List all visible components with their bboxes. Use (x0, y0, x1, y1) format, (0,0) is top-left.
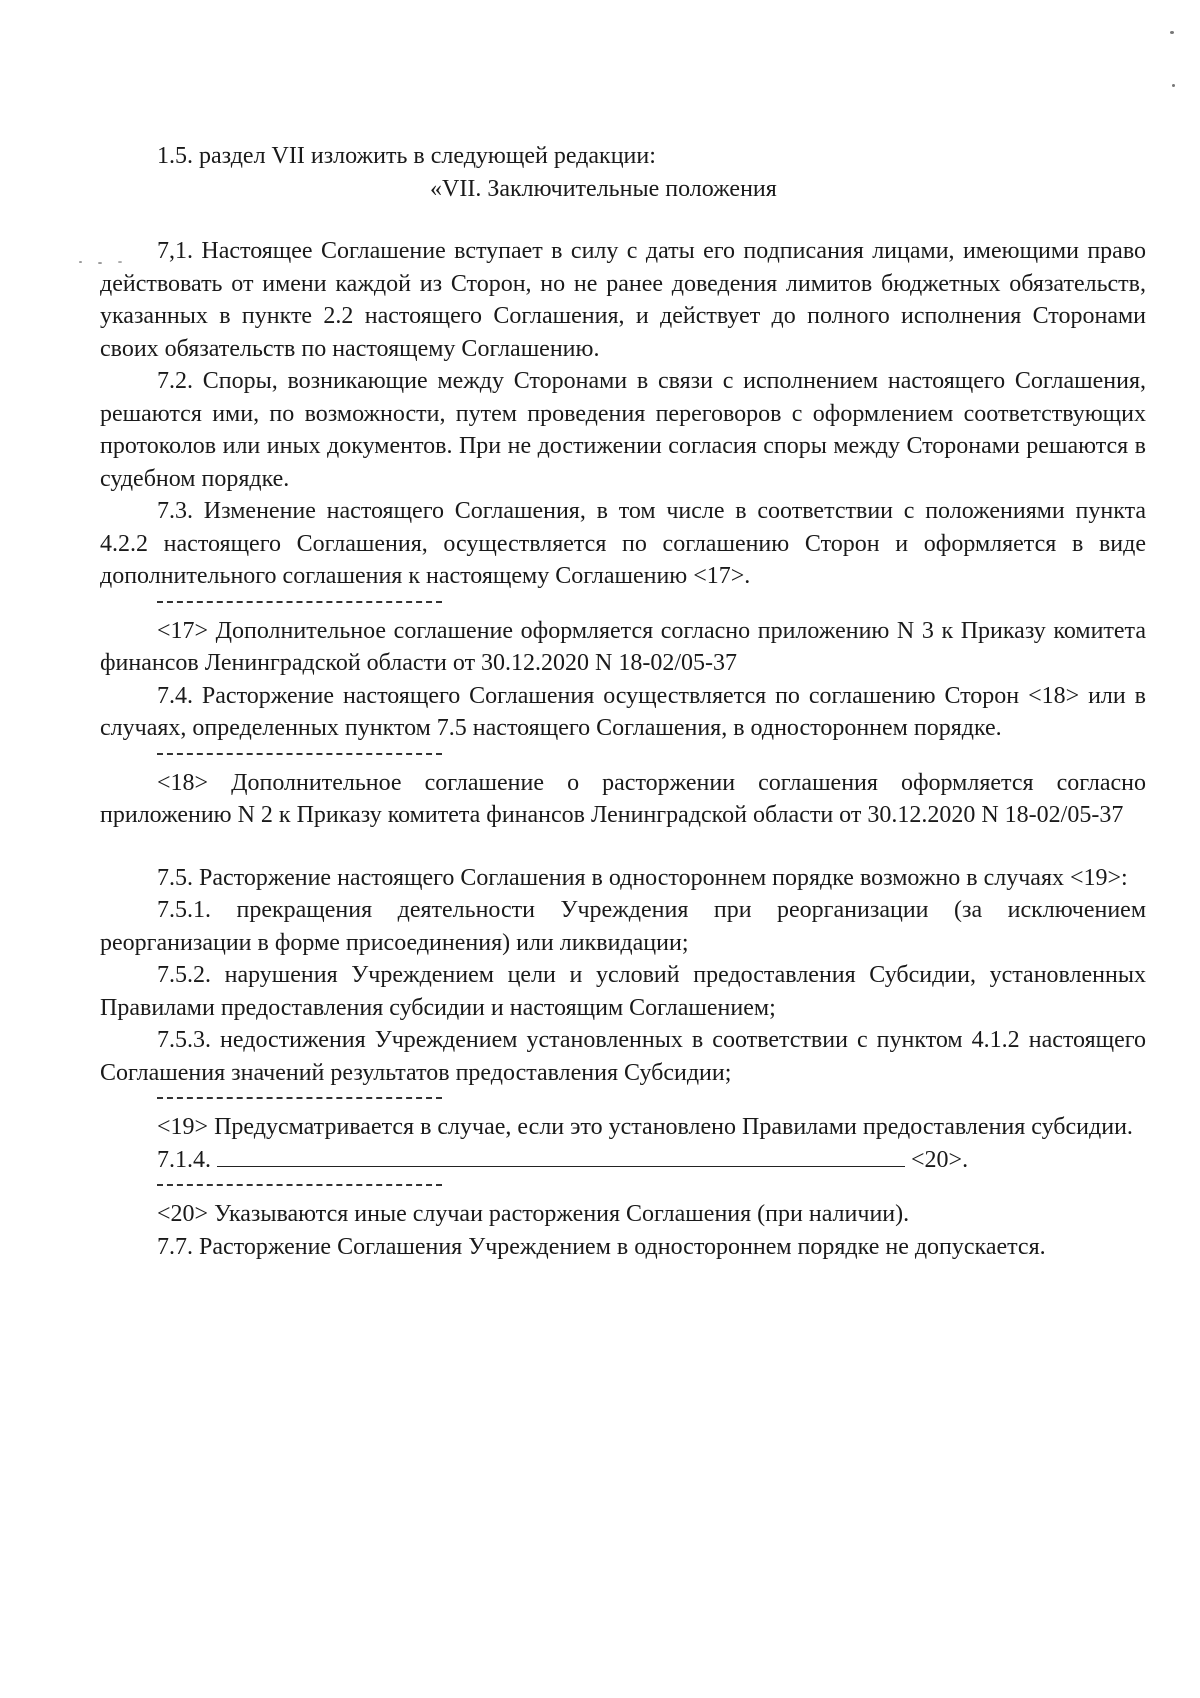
scan-speck (1170, 31, 1174, 34)
paragraph-7-5-1: 7.5.1. прекращения деятельности Учреждения при реорганизации (за исключением реорганизации в форме присоединения) или ликвидации; (100, 897, 1146, 956)
blank-fill-line (217, 1144, 905, 1167)
footnote-18: <18> Дополнительное соглашение о расторжении соглашения оформляется согласно приложению N 2 к Приказу комитета финансов Ленинградской области от 30.12.2020 N 18-02/05-37 (100, 769, 1146, 828)
footnote-divider (157, 753, 442, 755)
footnote-divider (157, 1184, 442, 1186)
intro-line: 1.5. раздел VII изложить в следующей редакции: (157, 143, 656, 169)
paragraph-7-5-2: 7.5.2. нарушения Учреждением цели и условий предоставления Субсидии, установленных Правилами предоставления субсидии и настоящим Соглашением; (100, 962, 1146, 1021)
paragraph-7-5-3: 7.5.3. недостижения Учреждением установленных в соответствии с пунктом 4.1.2 настоящего Соглашения значений результатов предоставления Субсидии; (100, 1027, 1146, 1086)
section-title: «VII. Заключительные положения (430, 175, 777, 202)
paragraph-7-2: 7.2. Споры, возникающие между Сторонами в связи с исполнением настоящего Соглашения, решаются ими, по возможности, путем проведения переговоров с оформлением соответствующих протоколов или иных документов. При не достижении согласия споры между Сторонами решаются в судебном порядке. (100, 368, 1146, 492)
paragraph-7-3: 7.3. Изменение настоящего Соглашения, в том числе в соответствии с положениями пункта 4.2.2 настоящего Соглашения, осуществляется по соглашению Сторон и оформляется в виде дополнительного соглашения к настоящему Соглашению <17>. (100, 498, 1146, 589)
paragraph-7-7: 7.7. Расторжение Соглашения Учреждением в одностороннем порядке не допускается. (157, 1233, 1046, 1260)
paragraph-7-1-4-ref: <20>. (911, 1146, 969, 1173)
paragraph-7-1-4-label: 7.1.4. (157, 1146, 211, 1173)
footnote-divider (157, 1097, 442, 1099)
footnote-20: <20> Указываются иные случаи расторжения Соглашения (при наличии). (157, 1201, 910, 1227)
scan-speck (1172, 84, 1175, 87)
footnote-19: <19> Предусматривается в случае, если это установлено Правилами предоставления субсидии. (157, 1114, 1133, 1140)
footnote-17: <17> Дополнительное соглашение оформляется согласно приложению N 3 к Приказу комитета финансов Ленинградской области от 30.12.2020 N 18-02/05-37 (100, 617, 1146, 676)
paragraph-7-1: 7,1. Настоящее Соглашение вступает в силу с даты его подписания лицами, имеющими право действовать от имени каждой из Сторон, но не ранее доведения лимитов бюджетных обязательств, указанных в пункте 2.2 настоящего Соглашения, и действует до полного исполнения Сторонами своих обязательств по настоящему Соглашению. (100, 238, 1146, 362)
scan-speck (79, 261, 82, 263)
document-body (100, 140, 1146, 1263)
footnote-divider (157, 601, 442, 603)
paragraph-7-5: 7.5. Расторжение настоящего Соглашения в одностороннем порядке возможно в случаях <19>: (157, 864, 1128, 891)
paragraph-7-1-4 (100, 1144, 1146, 1177)
paragraph-7-4: 7.4. Расторжение настоящего Соглашения осуществляется по соглашению Сторон <18> или в случаях, определенных пунктом 7.5 настоящего Соглашения, в одностороннем порядке. (100, 682, 1146, 741)
